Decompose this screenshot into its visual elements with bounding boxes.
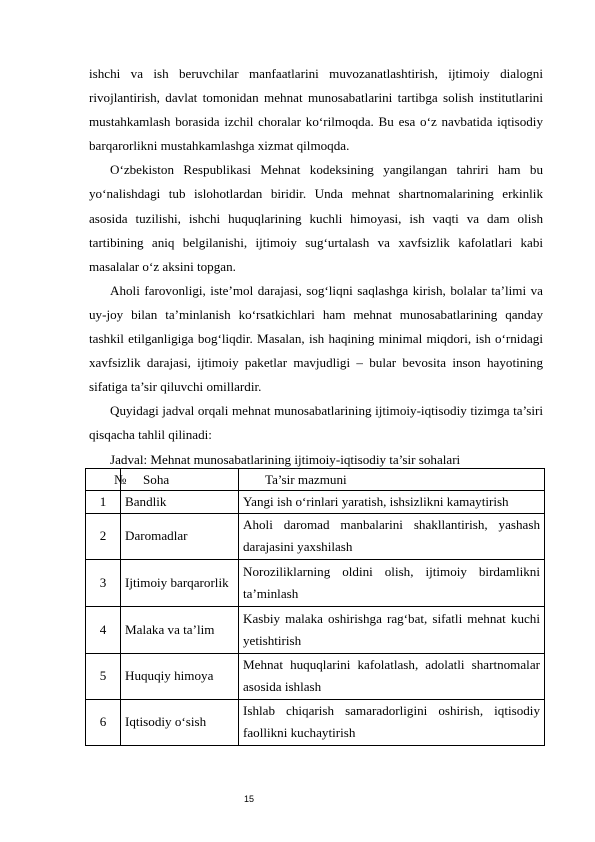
table-row: [86, 699, 545, 745]
row-area: Huquqiy himoya: [121, 653, 239, 699]
table-header-row: [86, 468, 545, 490]
row-number: 6: [86, 699, 121, 745]
row-number: 5: [86, 653, 121, 699]
paragraph-welfare: Aholi farovonligi, iste’mol darajasi, sog‘liqni saqlashga kirish, bolalar ta’limi va uy-joy bilan ta’minlanish ko‘rsatkichlari ham mehnat munosabatlarining qanday tashkil etilganligiga bog‘liqdir. Masalan, ish haqining minimal miqdori, ish o‘rnidagi xavfsizlik darajasi, ijtimoiy paketlar mavjudligi – bular bevosita inson hayotining sifatiga ta’sir qiluvchi omillardir.: [89, 282, 543, 395]
header-number: №: [86, 468, 121, 490]
table-caption: Jadval: Mehnat munosabatlarining ijtimoiy-iqtisodiy ta’sir sohalari: [110, 451, 461, 467]
row-area: Malaka va ta’lim: [121, 606, 239, 653]
paragraph-labor-code: O‘zbekiston Respublikasi Mehnat kodeksining yangilangan tahriri ham bu yo‘nalishdagi tub islohotlardan biridir. Unda mehnat shartnomalarining erkinlik asosida tuzilishi, ishchi huquqlarining kuchli himoyasi, ish vaqti va dam olish tartibining aniq belgilanishi, ijtimoiy sug‘urtalash va xavfsizlik kafolatlari kabi masalalar o‘z aksini topgan.: [89, 162, 543, 274]
row-number: 2: [86, 513, 121, 559]
header-area: Soha: [121, 468, 239, 490]
row-content: Aholi daromad manbalarini shakllantirish, yashash darajasini yaxshilash: [239, 513, 545, 559]
row-content: Kasbiy malaka oshirishga rag‘bat, sifatli mehnat kuchi yetishtirish: [239, 606, 545, 653]
paragraph-table-intro: Quyidagi jadval orqali mehnat munosabatlarining ijtimoiy-iqtisodiy tizimga ta’siri qisqacha tahlil qilinadi:: [89, 403, 543, 443]
row-content: Mehnat huquqlarini kafolatlash, adolatli shartnomalar asosida ishlash: [239, 653, 545, 699]
row-number: 4: [86, 606, 121, 653]
row-content: Ishlab chiqarish samaradorligini oshirish, iqtisodiy faollikni kuchaytirish: [239, 699, 545, 745]
row-area: Daromadlar: [121, 513, 239, 559]
row-content: Noroziliklarning oldini olish, ijtimoiy birdamlikni ta’minlash: [239, 559, 545, 606]
row-area: Bandlik: [121, 490, 239, 513]
row-area: Iqtisodiy o‘sish: [121, 699, 239, 745]
table-row: [86, 490, 545, 513]
row-number: 1: [86, 490, 121, 513]
row-area: Ijtimoiy barqarorlik: [121, 559, 239, 606]
page-body: [89, 62, 543, 746]
row-content: Yangi ish o‘rinlari yaratish, ishsizlikni kamaytirish: [239, 490, 545, 513]
table-row: [86, 606, 545, 653]
table-row: [86, 653, 545, 699]
header-content: Ta’sir mazmuni: [239, 468, 545, 490]
relations-table: [85, 468, 545, 746]
table-row: [86, 513, 545, 559]
page-number: 15: [244, 794, 255, 804]
table-row: [86, 559, 545, 606]
row-number: 3: [86, 559, 121, 606]
paragraph-continuation: ishchi va ish beruvchilar manfaatlarini muvozanatlashtirish, ijtimoiy dialogni rivojlantirish, davlat tomonidan mehnat munosabatlarini tartibga solish institutlarini mustahkamlash borasida izchil choralar ko‘rilmoqda. Bu esa o‘z navbatida iqtisodiy barqarorlikni mustahkamlashga xizmat qilmoqda.: [89, 66, 543, 154]
